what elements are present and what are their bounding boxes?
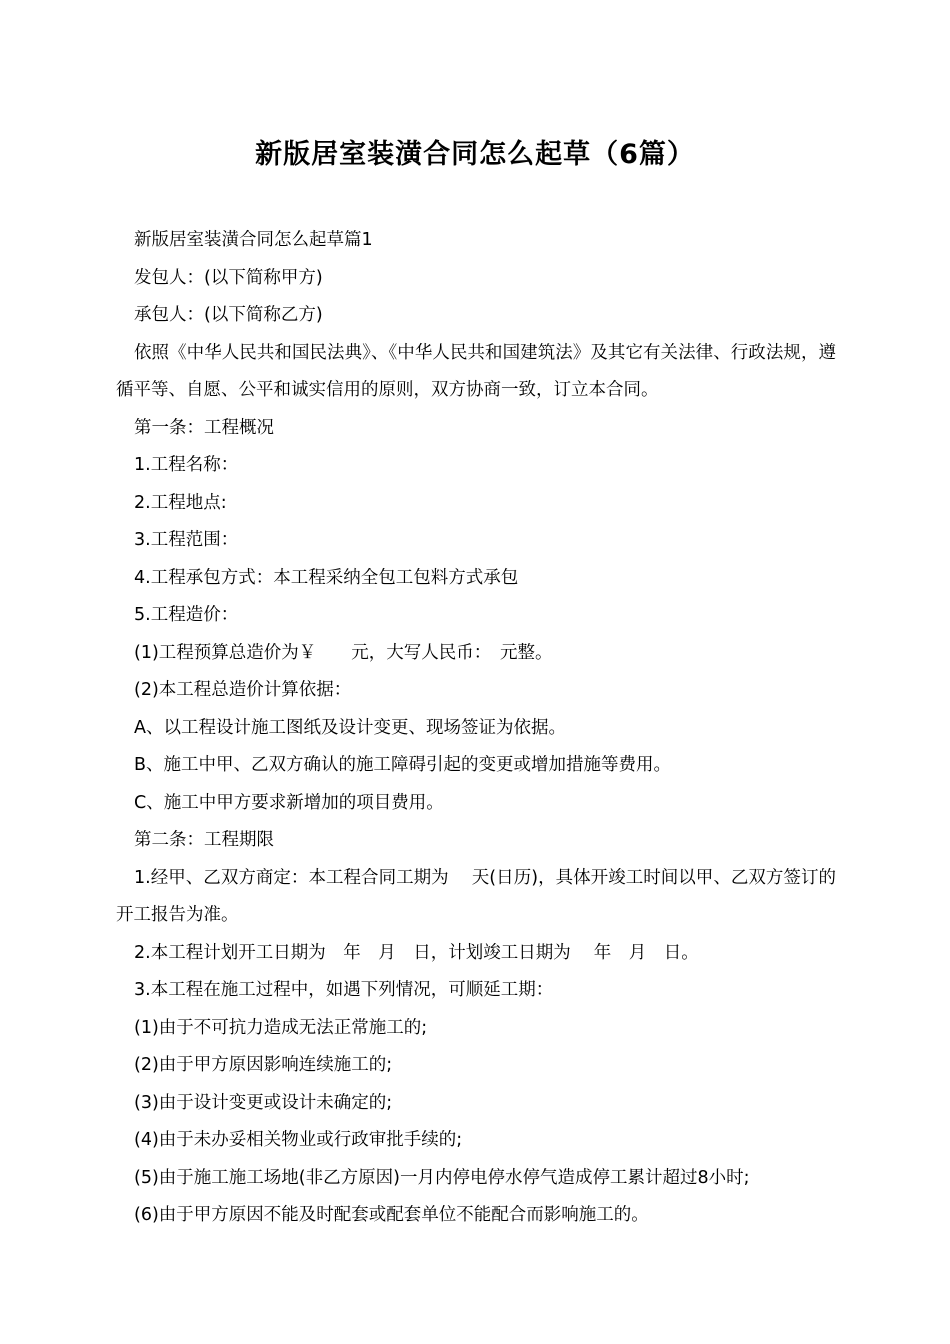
clause-item: (6)由于甲方原因不能及时配套或配套单位不能配合而影响施工的。 <box>134 1205 649 1225</box>
clause-item: A、以工程设计施工图纸及设计变更、现场签证为依据。 <box>134 717 566 738</box>
document-body <box>116 222 836 1235</box>
clause-item: (2)由于甲方原因影响连续施工的; <box>134 1055 393 1075</box>
clause-item: (4)由于未办妥相关物业或行政审批手续的; <box>134 1130 463 1150</box>
clause-item: C、施工中甲方要求新增加的项目费用。 <box>134 792 444 813</box>
party-a-line: 发包人：(以下简称甲方) <box>134 267 323 288</box>
article-2-heading: 第二条：工程期限 <box>134 830 274 850</box>
article-1-heading: 第一条：工程概况 <box>134 417 274 438</box>
section-heading: 新版居室装潢合同怎么起草篇1 <box>134 230 373 250</box>
clause-item: 1.经甲、乙双方商定：本工程合同工期为 天(日历)，具体开竣工时间以甲、乙双方签订的开工报告为准。 <box>116 867 836 925</box>
clause-item: (3)由于设计变更或设计未确定的; <box>134 1092 393 1113</box>
clause-item: B、施工中甲、乙双方确认的施工障碍引起的变更或增加措施等费用。 <box>134 755 672 775</box>
clause-item: 3.本工程在施工过程中，如遇下列情况，可顺延工期： <box>134 980 554 1000</box>
clause-item: 4.工程承包方式：本工程采纳全包工包料方式承包 <box>134 567 519 588</box>
clause-item: 2.本工程计划开工日期为 年 月 日，计划竣工日期为 年 月 日。 <box>134 942 699 963</box>
preamble-paragraph: 依照《中华人民共和国民法典》、《中华人民共和国建筑法》及其它有关法律、行政法规，遵循平等、自愿、公平和诚实信用的原则，双方协商一致，订立本合同。 <box>116 342 836 400</box>
party-b-line: 承包人：(以下简称乙方) <box>134 305 323 325</box>
document-title: 新版居室装潢合同怎么起草（6篇） <box>255 139 695 170</box>
clause-item: (2)本工程总造价计算依据： <box>134 680 352 700</box>
clause-item: (5)由于施工施工场地(非乙方原因)一月内停电停水停气造成停工累计超过8小时; <box>134 1167 750 1188</box>
clause-item: 1.工程名称： <box>134 455 239 475</box>
clause-item: (1)工程预算总造价为￥ 元，大写人民币： 元整。 <box>134 642 553 663</box>
clause-item: 3.工程范围： <box>134 530 239 550</box>
clause-item: 5.工程造价： <box>134 605 239 625</box>
clause-item: (1)由于不可抗力造成无法正常施工的; <box>134 1017 428 1038</box>
clause-item: 2.工程地点: <box>134 492 227 513</box>
